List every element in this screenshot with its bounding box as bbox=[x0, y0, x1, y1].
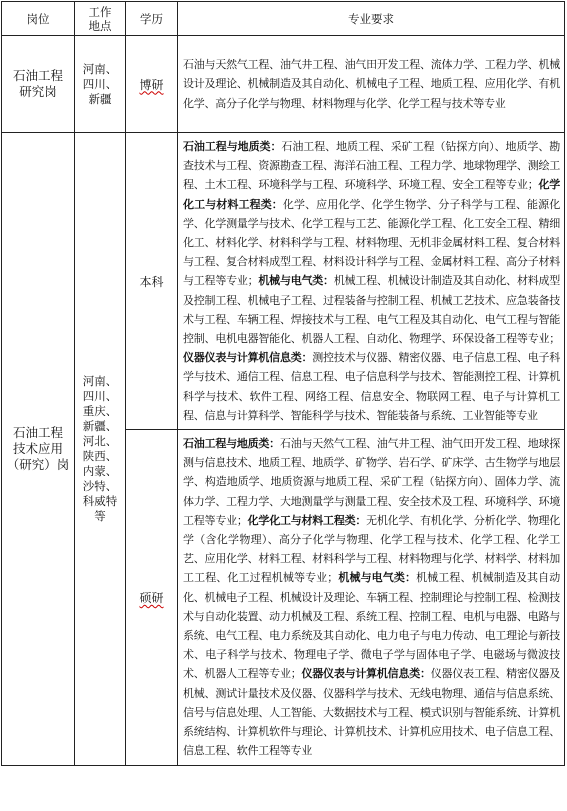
major-list-text: 无机化学、有机化学、分析化学、物理化学（含化学物理）、高分子化学与物理、化学工程与技术、化学工程、化学工艺、应用化学、材料工程、材料科学与工程、材料物理与化学、材料学、材料加工工程、化工过程机械等专业； bbox=[183, 513, 561, 585]
degree-cell bbox=[126, 133, 178, 430]
location-cell: 河南、 四川、 重庆、 新疆、 河北、 陕西、 内蒙、 沙特、 科威特 等 bbox=[75, 133, 126, 766]
table-row bbox=[2, 133, 565, 430]
major-list-text: 机械工程、机械设计制造及其自动化、材料成型及控制工程、机械电子工程、过程装备与控制工程、机械工艺技术、应急装备技术与工程、车辆工程、焊接技术与工程、电气工程及其自动化、电气工程与智能控制、电机电器智能化、机器人工程、自动化、物理学、环保设备工程等专业； bbox=[183, 274, 561, 346]
major-cell bbox=[178, 36, 565, 133]
major-category-label: 石油工程与地质类： bbox=[183, 140, 282, 153]
position-cell: 石油工程 技术应用 （研究）岗 bbox=[2, 133, 75, 766]
job-requirements-table bbox=[1, 1, 565, 766]
header-major: 专业要求 bbox=[178, 2, 565, 36]
header-position: 岗位 bbox=[2, 2, 75, 36]
major-list-text: 石油与天然气工程、油气井工程、油气田开发工程、流体力学、工程力学、机械设计及理论、机械制造及其自动化、机械电子工程、地质工程、应用化学、有机化学、高分子化学与物理、材料物理与化学、化学工程与技术等专业 bbox=[183, 58, 560, 110]
major-category-label: 石油工程与地质类： bbox=[183, 437, 280, 451]
degree-cell bbox=[126, 36, 178, 133]
major-list-text: 仪器仪表工程、精密仪器及机械、测试计量技术及仪器、仪器科学与技术、无线电物理、通信与信息系统、信号与信息处理、人工智能、大数据技术与工程、模式识别与智能系统、计算机系统结构、计算机软件与理论、计算机技术、计算机应用技术、电子信息工程、信息工程、软件工程等专业 bbox=[183, 667, 561, 758]
header-row bbox=[2, 2, 565, 36]
major-category-label: 机械与电气类： bbox=[258, 274, 334, 288]
table-row bbox=[2, 36, 565, 133]
major-category-label: 机械与电气类： bbox=[338, 571, 417, 585]
location-cell: 河南、 四川、 新疆 bbox=[75, 36, 126, 133]
degree-cell bbox=[126, 430, 178, 765]
major-category-label: 化学化工与材料工程类： bbox=[247, 513, 367, 527]
header-location: 工作 地点 bbox=[75, 2, 126, 36]
major-list-text: 石油与天然气工程、油气井工程、油气田开发工程、地球探测与信息技术、地质工程、地质学、矿物学、岩石学、矿床学、古生物学与地层学、构造地质学、地质资源与地质工程、采矿工程（钻探方向）、固体力学、流体力学、工程力学、大地测量学与测量工程、安全技术及工程、环境科学、环境工程等专业； bbox=[183, 437, 561, 527]
major-list-text: 石油工程、地质工程、采矿工程（钻探方向）、地质学、勘查技术与工程、资源勘查工程、海洋石油工程、工程力学、地球物理学、测绘工程、土木工程、环境科学与工程、环境科学、环境工程、安全工程等专业； bbox=[183, 140, 560, 192]
major-list-text: 化学、应用化学、化学生物学、分子科学与工程、能源化学、化学测量学与技术、化学工程与工艺、能源化学工程、化工安全工程、精细化工、材料化学、材料科学与工程、材料物理、无机非金属材料工程、复合材料与工程、复合材料成型工程、材料设计科学与工程、金属材料工程、高分子材料与工程等专业； bbox=[183, 197, 561, 288]
major-cell bbox=[178, 133, 565, 430]
position-cell: 石油工程 研究岗 bbox=[2, 36, 75, 133]
major-list-text: 测控技术与仪器、精密仪器、电子信息工程、电子科学与技术、通信工程、信息工程、电子信息科学与技术、智能测控工程、计算机科学与技术、软件工程、网络工程、信息安全、物联网工程、电子与计算机工程、信息与计算科学、智能科学与技术、智能装备与系统、工业智能等专业 bbox=[183, 351, 560, 422]
major-cell bbox=[178, 430, 565, 765]
degree-label: 博研 bbox=[139, 77, 164, 92]
major-category-label: 化学化工与材料工程类： bbox=[183, 178, 560, 211]
header-degree: 学历 bbox=[126, 2, 178, 36]
major-category-label: 仪器仪表与计算机信息类： bbox=[301, 667, 431, 681]
major-category-label: 仪器仪表与计算机信息类： bbox=[183, 351, 313, 365]
degree-label: 硕研 bbox=[139, 590, 164, 605]
major-list-text: 机械工程、机械制造及其自动化、机械电子工程、机械设计及理论、车辆工程、控制理论与控制工程、检测技术与自动化装置、动力机械及工程、系统工程、控制工程、电机与电器、电路与系统、电气工程、电力系统及其自动化、电力电子与电力传动、电工理论与新技术、电子科学与技术、物理电子学、微电子学与固体电子学、电磁场与微波技术、机器人工程等专业； bbox=[183, 571, 561, 681]
degree-label: 本科 bbox=[139, 274, 164, 289]
